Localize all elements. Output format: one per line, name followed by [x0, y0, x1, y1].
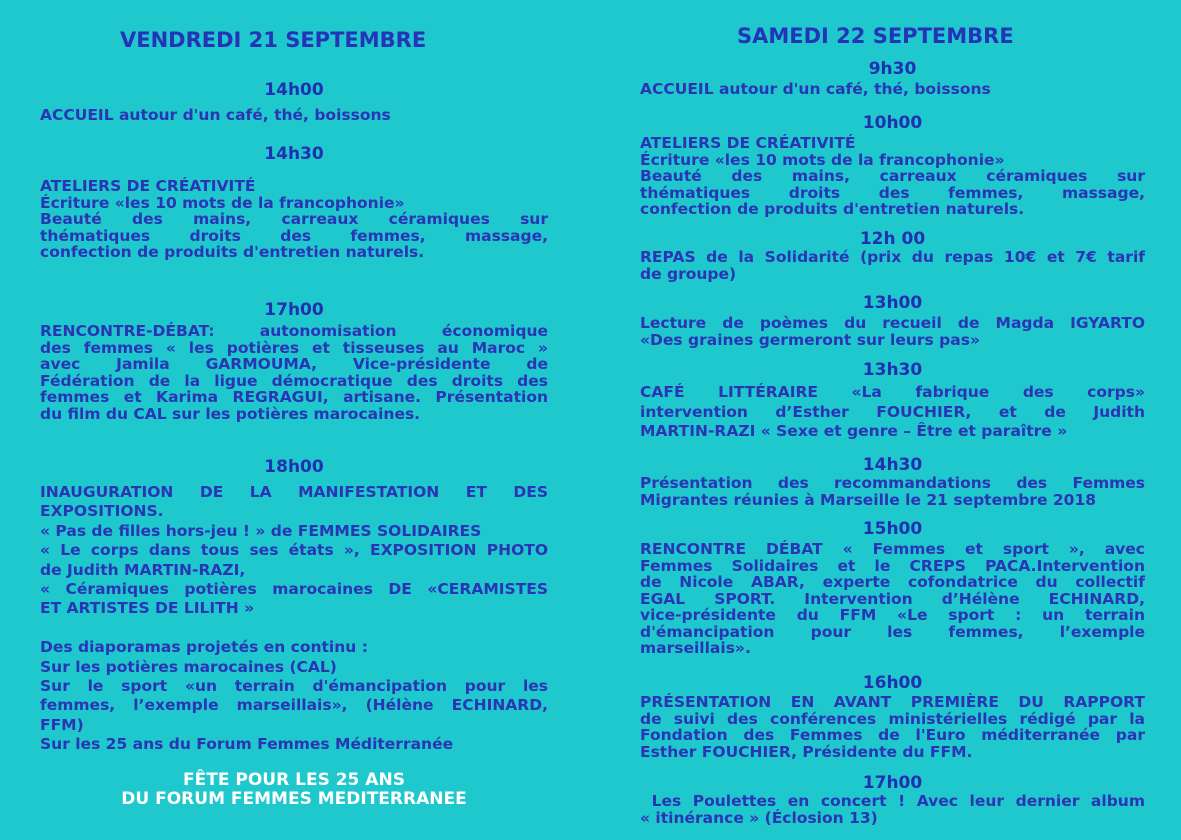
text-line: EXPOSITIONS. — [40, 502, 164, 521]
text-line: ACCUEIL autour d'un café, thé, boissons — [40, 106, 391, 124]
friday-slot-1430-text — [40, 178, 548, 261]
text-line: RENCONTRE DÉBAT « Femmes et sport », avec — [640, 540, 1145, 558]
saturday-time-1600: 16h00 — [862, 673, 923, 693]
saturday-slot-1500-text — [640, 541, 1145, 657]
text-line: Présentation des recommandations des Femmes — [640, 474, 1145, 492]
text-line: ATELIERS DE CRÉATIVITÉ — [640, 134, 856, 152]
saturday-time-1300: 13h00 — [862, 293, 923, 313]
text-line: RENCONTRE-DÉBAT: autonomisation économique — [40, 322, 548, 340]
text-line: Beauté des mains, carreaux céramiques sur — [40, 210, 548, 228]
text-line: Lecture de poèmes du recueil de Magda IGYARTO — [640, 314, 1145, 332]
text-line: ACCUEIL autour d'un café, thé, boissons — [640, 80, 991, 98]
text-line: « Le corps dans tous ses états », EXPOSITION PHOTO — [40, 541, 548, 560]
saturday-slot-1000-text — [640, 135, 1145, 218]
text-line: thématiques droits des femmes, massage, — [40, 226, 548, 245]
text-line: INAUGURATION DE LA MANIFESTATION ET DES — [40, 483, 548, 501]
text-line: MARTIN-RAZI « Sexe et genre – Être et paraître » — [640, 422, 1068, 440]
saturday-slot-1700-text — [640, 793, 1145, 826]
saturday-slot-1200-text — [640, 249, 1145, 282]
text-line: Sur les 25 ans du Forum Femmes Méditerranée — [40, 735, 454, 754]
saturday-slot-1330-text — [640, 383, 1145, 442]
saturday-time-1500: 15h00 — [862, 519, 923, 539]
text-line: de Nicole ABAR, experte cofondatrice du collectif — [640, 573, 1145, 591]
text-line: «Des graines germeront sur leurs pas» — [640, 330, 980, 349]
text-line: « Céramiques potières marocaines DE «CERAMISTES — [40, 580, 548, 599]
text-line: des femmes « les potières et tisseuses au Maroc » — [40, 338, 548, 357]
saturday-slot-1430-text — [640, 475, 1145, 508]
text-line: Sur les potières marocaines (CAL) — [40, 657, 337, 676]
saturday-slot-1600-text — [640, 694, 1145, 760]
friday-time-1700: 17h00 — [264, 300, 324, 320]
friday-time-1800: 18h00 — [264, 457, 324, 477]
saturday-slot-0930-text — [640, 81, 1145, 98]
text-line: marseillais». — [640, 639, 751, 657]
saturday-title: SAMEDI 22 SEPTEMBRE — [737, 24, 1014, 48]
text-line: REPAS de la Solidarité (prix du repas 10€ et 7€ tarif — [640, 248, 1145, 266]
text-line: « itinérance » (Éclosion 13) — [640, 808, 878, 827]
friday-slot-1400-text — [40, 107, 548, 124]
text-line: de Judith MARTIN-RAZI, — [40, 560, 246, 579]
text-line: « Pas de filles hors-jeu ! » de FEMMES SOLIDAIRES — [40, 521, 482, 540]
text-line: Beauté des mains, carreaux céramiques sur — [640, 167, 1145, 185]
saturday-time-1430: 14h30 — [862, 455, 923, 475]
friday-time-1430: 14h30 — [264, 144, 324, 164]
text-line: confection de produits d'entretien naturels. — [640, 200, 1025, 218]
text-line: Fédération de la ligue démocratique des droits des — [40, 371, 548, 390]
text-line: femmes, l’exemple marseillais», (Hélène ECHINARD, — [40, 696, 548, 715]
text-line: vice-présidente du FFM «Le sport : un terrain — [640, 606, 1145, 624]
text-line: FFM) — [40, 715, 84, 734]
text-line: thématiques droits des femmes, massage, — [640, 183, 1145, 202]
saturday-slot-1300-text — [640, 315, 1145, 348]
blank-line — [40, 619, 548, 638]
text-line: Migrantes réunies à Marseille le 21 septembre 2018 — [640, 490, 1097, 509]
text-line: Écriture «les 10 mots de la francophonie» — [640, 150, 1005, 169]
text-line: Sur le sport «un terrain d'émancipation pour les — [40, 677, 548, 696]
text-line: CAFÉ LITTÉRAIRE «La fabrique des corps» — [640, 383, 1145, 401]
text-line: Femmes Solidaires et le CREPS PACA.Intervention — [640, 556, 1145, 575]
friday-time-1400: 14h00 — [264, 80, 324, 100]
text-line: intervention d’Esther FOUCHIER, et de Judith — [640, 402, 1145, 421]
saturday-time-1000: 10h00 — [862, 113, 923, 133]
friday-title: VENDREDI 21 SEPTEMBRE — [120, 28, 427, 52]
footer-line: DU FORUM FEMMES MEDITERRANEE — [121, 789, 467, 809]
text-line: de groupe) — [640, 264, 737, 283]
friday-slot-1800-text — [40, 483, 548, 755]
text-line: femmes et Karima REGRAGUI, artisane. Présentation — [40, 388, 548, 406]
text-line: ATELIERS DE CRÉATIVITÉ — [40, 177, 256, 195]
text-line: avec Jamila GARMOUMA, Vice-présidente de — [40, 355, 548, 373]
text-line: de suivi des conférences ministérielles rédigé par la — [640, 709, 1145, 728]
friday-slot-1700-text — [40, 323, 548, 422]
text-line: Écriture «les 10 mots de la francophonie» — [40, 193, 405, 212]
text-line: d'émancipation pour les femmes, l’exemple — [640, 622, 1145, 641]
friday-footer — [40, 771, 548, 809]
saturday-time-1200: 12h 00 — [859, 229, 926, 249]
saturday-time-0930: 9h30 — [868, 59, 917, 79]
text-line: ET ARTISTES DE LILITH » — [40, 599, 255, 618]
text-line: confection de produits d'entretien naturels. — [40, 243, 425, 261]
text-line: EGAL SPORT. Intervention d’Hélène ECHINARD, — [640, 589, 1145, 608]
text-line: Fondation des Femmes de l'Euro méditerranée par — [640, 726, 1145, 744]
footer-line: FÊTE POUR LES 25 ANS — [183, 770, 405, 790]
saturday-time-1700: 17h00 — [862, 773, 923, 793]
text-line: PRÉSENTATION EN AVANT PREMIÈRE DU RAPPORT — [640, 693, 1145, 711]
saturday-time-1330: 13h30 — [862, 360, 923, 380]
text-line: Les Poulettes en concert ! Avec leur dernier album — [640, 792, 1145, 810]
text-line: Esther FOUCHIER, Présidente du FFM. — [640, 742, 973, 761]
text-line: du film du CAL sur les potières marocaines. — [40, 404, 421, 423]
text-line: Des diaporamas projetés en continu : — [40, 638, 368, 657]
